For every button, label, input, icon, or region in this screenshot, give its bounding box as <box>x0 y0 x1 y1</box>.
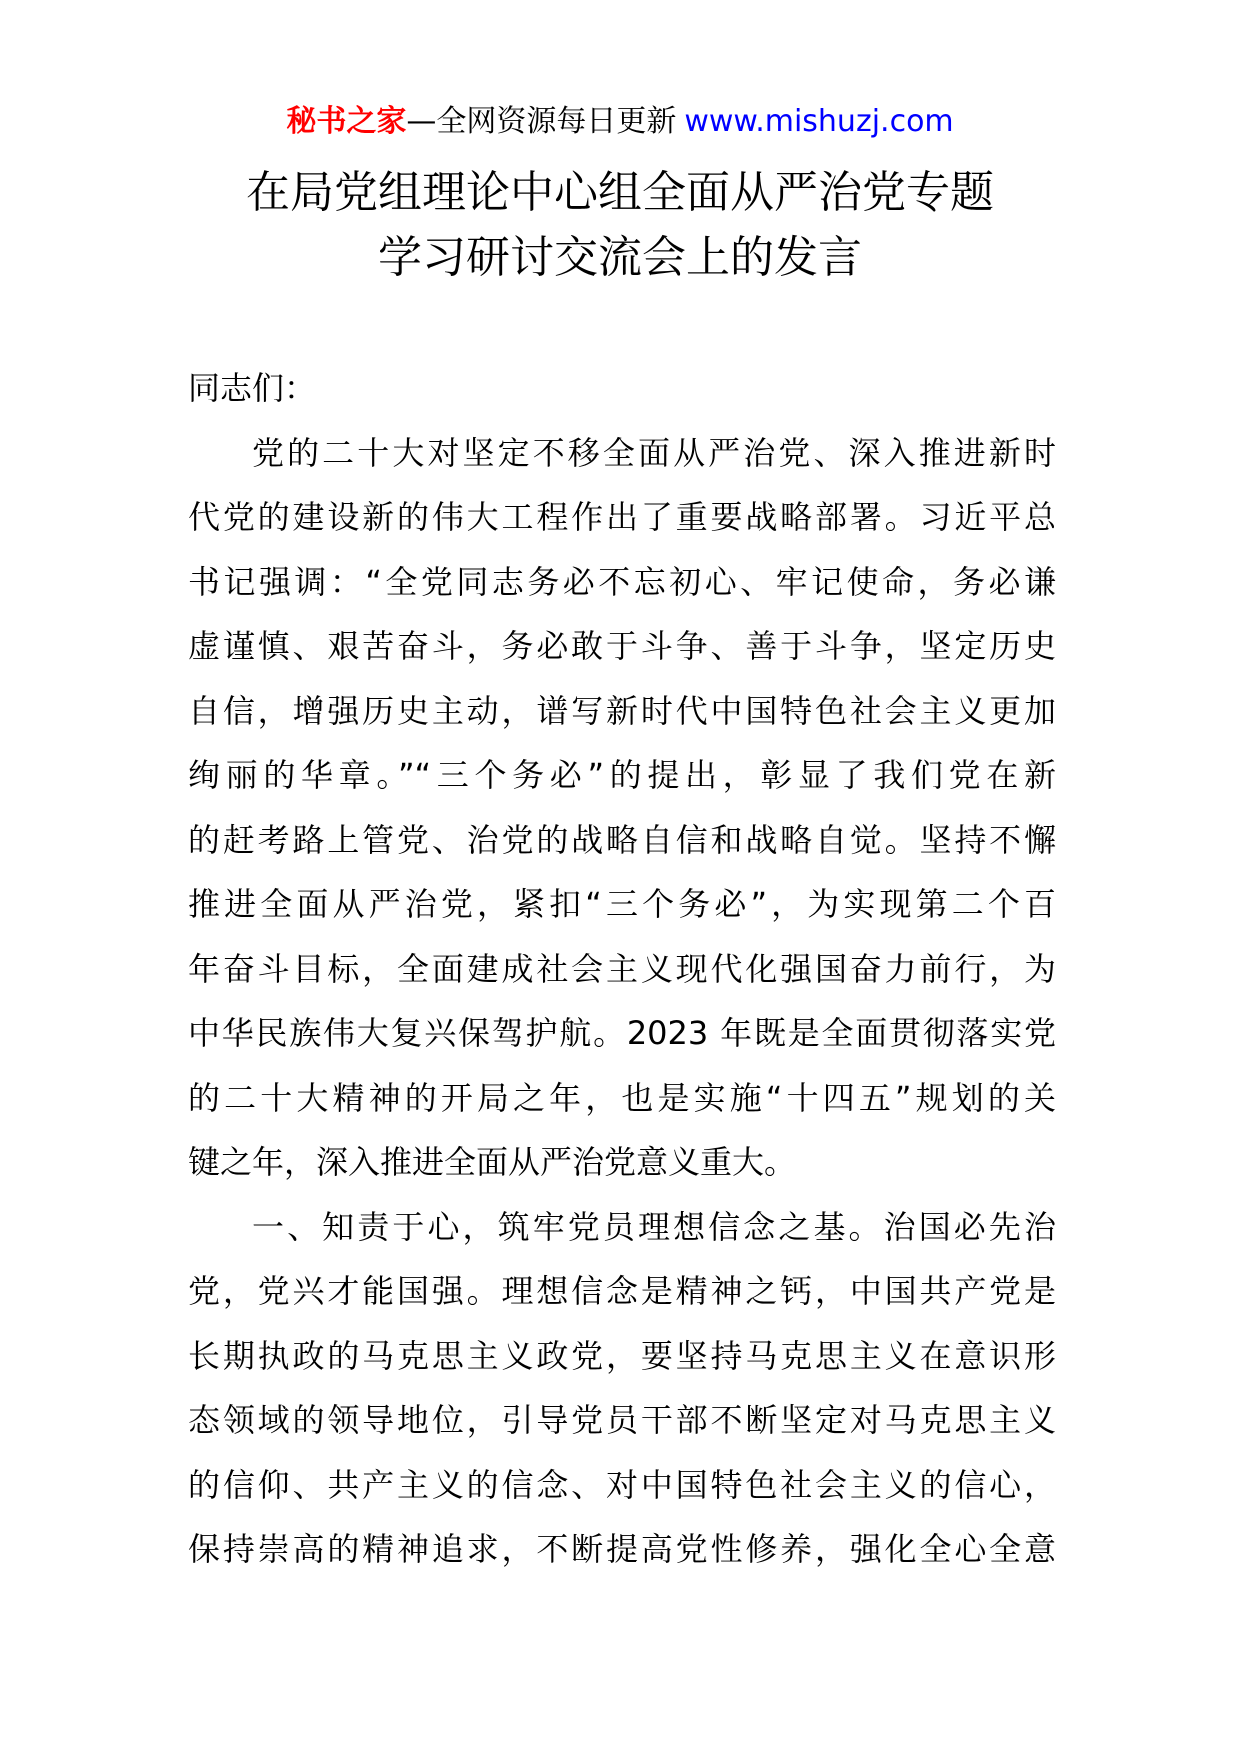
paragraph-line: 自信，增强历史主动，谱写新时代中国特色社会主义更加 <box>188 691 1056 730</box>
document-body <box>188 356 1056 1582</box>
paragraph-line: 一、知责于心，筑牢党员理想信念之基。治国必先治 <box>252 1207 1056 1246</box>
title-line-2: 学习研讨交流会上的发言 <box>378 232 862 283</box>
paragraph-line: 推进全面从严治党，紧扣“三个务必”，为实现第二个百 <box>188 885 1056 923</box>
paragraph-line: 绚丽的华章。”“三个务必”的提出，彰显了我们党在新 <box>188 756 1056 794</box>
paragraph-line: 书记强调：“全党同志务必不忘初心、牢记使命，务必谦 <box>188 562 1056 601</box>
paragraph-1 <box>188 421 1056 1195</box>
header-slogan: —全网资源每日更新 <box>406 104 677 139</box>
paragraph-line: 年奋斗目标，全面建成社会主义现代化强国奋力前行，为 <box>188 949 1056 988</box>
paragraph-line: 态领域的领导地位，引导党员干部不断坚定对马克思主义 <box>188 1401 1056 1439</box>
paragraph-line: 党的二十大对坚定不移全面从严治党、深入推进新时 <box>252 433 1056 472</box>
title-line-1: 在局党组理论中心组全面从严治党专题 <box>246 167 994 218</box>
paragraph-line: 长期执政的马克思主义政党，要坚持马克思主义在意识形 <box>188 1336 1056 1375</box>
paragraph-line: 键之年，深入推进全面从严治党意义重大。 <box>188 1143 797 1181</box>
salutation-text: 同志们： <box>188 369 317 407</box>
brand-name: 秘书之家 <box>286 104 407 139</box>
paragraph-line: 党，党兴才能国强。理想信念是精神之钙，中国共产党是 <box>188 1272 1056 1310</box>
site-header <box>0 100 1240 144</box>
paragraph-line: 保持崇高的精神追求，不断提高党性修养，强化全心全意 <box>188 1530 1056 1568</box>
paragraph-line: 代党的建设新的伟大工程作出了重要战略部署。习近平总 <box>188 498 1056 536</box>
paragraph-line: 的二十大精神的开局之年，也是实施“十四五”规划的关 <box>188 1078 1056 1117</box>
paragraph-line: 虚谨慎、艰苦奋斗，务必敢于斗争、善于斗争，坚定历史 <box>188 627 1056 665</box>
document-title <box>0 160 1240 290</box>
paragraph-line: 中华民族伟大复兴保驾护航。2023 年既是全面贯彻落实党 <box>188 1014 1056 1052</box>
paragraph-line: 的信仰、共产主义的信念、对中国特色社会主义的信心， <box>188 1465 1056 1504</box>
site-url-link[interactable]: www.mishuzj.com <box>684 104 954 139</box>
paragraph-line: 的赶考路上管党、治党的战略自信和战略自觉。坚持不懈 <box>188 820 1056 859</box>
paragraph-2 <box>188 1195 1056 1582</box>
salutation <box>188 356 1056 421</box>
